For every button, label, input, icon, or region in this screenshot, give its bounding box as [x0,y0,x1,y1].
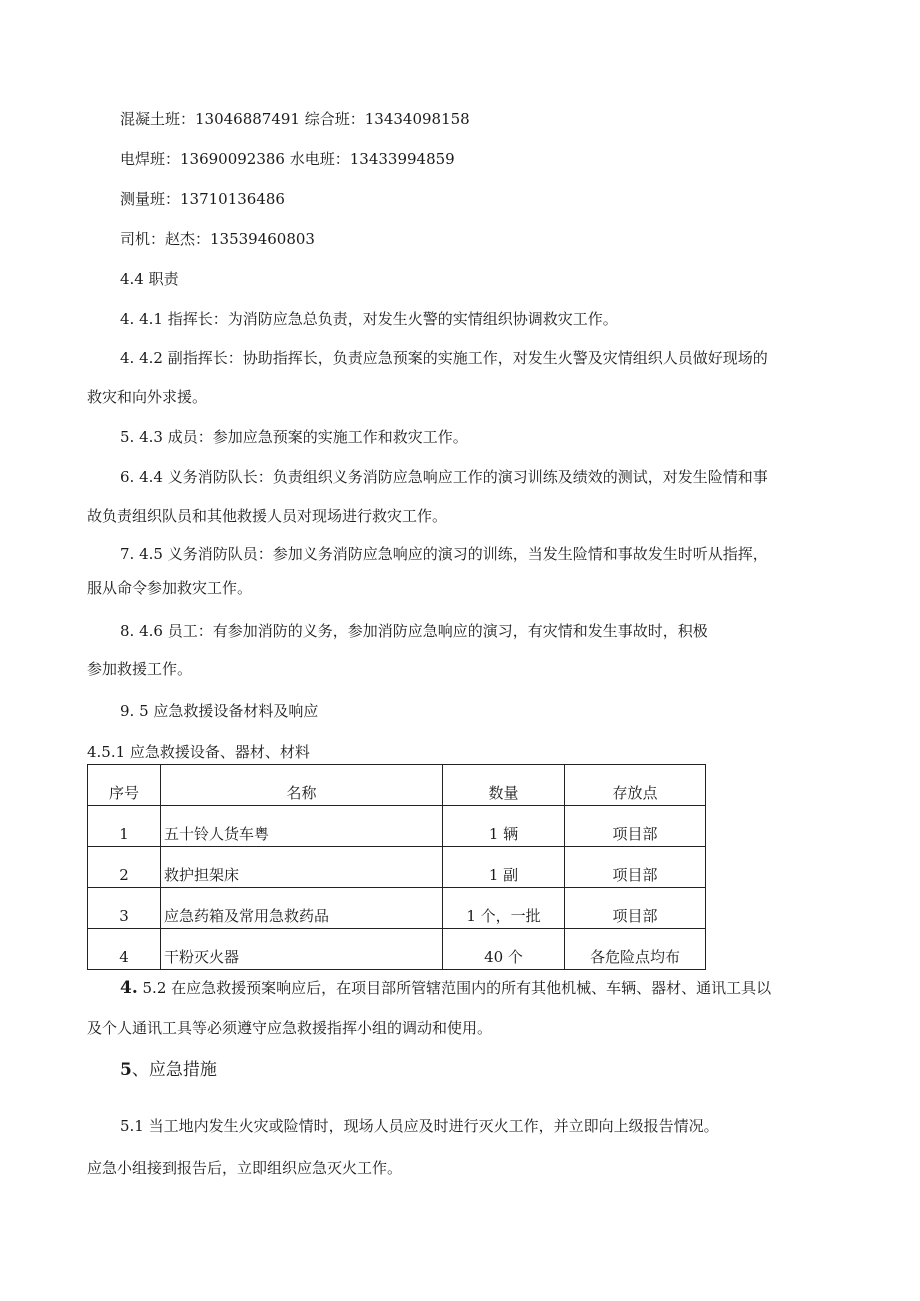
cell-name: 五十铃人货车粤 [161,806,443,847]
contact-line-welding-plumbing: 电焊班：13690092386 水电班：13433994859 [120,150,455,168]
cell-location: 项目部 [565,806,706,847]
header-index: 序号 [88,765,161,806]
cell-location: 项目部 [565,847,706,888]
table-caption: 4.5.1 应急救援设备、器材、材料 [87,743,310,761]
paragraph-4-5-2-line2: 及个人通讯工具等必须遵守应急救援指挥小组的调动和使用。 [87,1019,493,1037]
duty-fire-member-line1: 7. 4.5 义务消防队员：参加义务消防应急响应的演习的训练，当发生险情和事故发生时听从指挥， [120,545,768,563]
cell-location: 项目部 [565,888,706,929]
header-location: 存放点 [565,765,706,806]
paragraph-number: 4. [120,978,138,998]
cell-index: 3 [88,888,161,929]
paragraph-text: 5.2 在应急救援预案响应后，在项目部所管辖范围内的所有其他机械、车辆、器材、通讯工具以 [137,979,772,997]
cell-quantity: 1 个，一批 [443,888,565,929]
duty-fire-captain-line1: 6. 4.4 义务消防队长：负责组织义务消防应急响应工作的演习训练及绩效的测试，对发生险情和事 [120,468,768,486]
section-heading-duties: 4.4 职责 [120,270,179,288]
section-heading-emergency-measures [120,1060,217,1080]
section-heading-equipment: 9. 5 应急救援设备材料及响应 [120,702,319,720]
contact-line-concrete-general: 混凝土班：13046887491 综合班：13434098158 [120,110,470,128]
duty-deputy-commander-line2: 救灾和向外求援。 [87,388,208,406]
duty-fire-member-line2: 服从命令参加救灾工作。 [87,579,253,597]
contact-line-driver: 司机：赵杰：13539460803 [120,230,315,248]
duty-staff-line1: 8. 4.6 员工：有参加消防的义务，参加消防应急响应的演习，有灾情和发生事故时，积极 [120,622,708,640]
duty-members: 5. 4.3 成员：参加应急预案的实施工作和救灾工作。 [120,428,468,446]
contact-line-survey: 测量班：13710136486 [120,190,285,208]
paragraph-4-5-2-line1 [120,978,771,998]
table-row [88,806,706,847]
duty-commander: 4. 4.1 指挥长：为消防应急总负责，对发生火警的实情组织协调救灾工作。 [120,310,618,328]
duty-deputy-commander-line1: 4. 4.2 副指挥长：协助指挥长，负责应急预案的实施工作，对发生火警及灾情组织人员做好现场的 [120,349,768,367]
duty-staff-line2: 参加救援工作。 [87,660,193,678]
table-header-row [88,765,706,806]
table-row [88,929,706,970]
cell-quantity: 1 辆 [443,806,565,847]
cell-name: 干粉灭火器 [161,929,443,970]
section-number: 5 [120,1060,132,1080]
cell-location: 各危险点均布 [565,929,706,970]
cell-index: 1 [88,806,161,847]
header-name: 名称 [161,765,443,806]
section-title: 、应急措施 [131,1060,217,1080]
cell-index: 4 [88,929,161,970]
duty-fire-captain-line2: 故负责组织队员和其他救援人员对现场进行救灾工作。 [87,507,448,525]
cell-name: 救护担架床 [161,847,443,888]
table-row [88,847,706,888]
paragraph-5-1-line1: 5.1 当工地内发生火灾或险情时，现场人员应及时进行灭火工作，并立即向上级报告情况。 [120,1117,719,1135]
paragraph-5-1-line2: 应急小组接到报告后，立即组织应急灭火工作。 [87,1159,403,1177]
cell-quantity: 1 副 [443,847,565,888]
table-row [88,888,706,929]
cell-quantity: 40 个 [443,929,565,970]
header-quantity: 数量 [443,765,565,806]
cell-index: 2 [88,847,161,888]
cell-name: 应急药箱及常用急救药品 [161,888,443,929]
equipment-table [87,764,706,970]
